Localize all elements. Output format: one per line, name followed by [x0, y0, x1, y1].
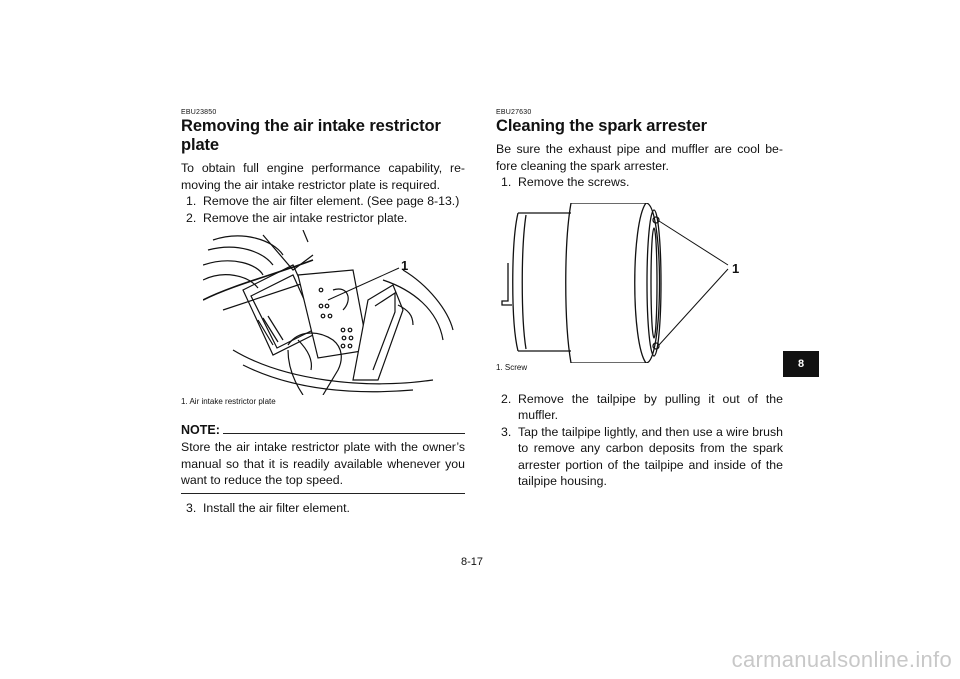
left-column: [181, 108, 465, 516]
figure-caption: 1. Air intake restrictor plate: [181, 397, 276, 406]
list-item: 2. Remove the air intake restrictor plate.: [186, 210, 408, 225]
air-intake-illustration: [203, 230, 463, 395]
note-text: Store the air intake restrictor plate with the owner’s manual so that it is readily available whenever you want to reduce the top speed.: [181, 440, 465, 487]
section-code: EBU27630: [496, 109, 532, 116]
watermark: carmanualsonline.info: [731, 647, 952, 672]
list-item: 2. Remove the tailpipe by pulling it out of the muffler.: [501, 391, 783, 422]
list-item: 1. Remove the screws.: [501, 175, 630, 189]
intro-paragraph: To obtain full engine performance capability, re-moving the air intake restrictor plate is required.: [181, 161, 465, 192]
figure-spark-arrester: [496, 203, 766, 363]
note-box: [181, 423, 465, 494]
list-item: 3. Tap the tailpipe lightly, and then use a wire brush to remove any carbon deposits from the spark arrester portion of the tailpipe and inside of the tailpipe housing.: [501, 424, 784, 488]
page-number: 8-17: [461, 556, 484, 568]
step-list: [496, 174, 783, 191]
note-title: NOTE:: [181, 423, 220, 437]
chapter-tab: 8: [783, 351, 819, 377]
figure-caption: 1. Screw: [496, 362, 528, 372]
step-list: [181, 193, 465, 226]
figure-air-intake: [203, 230, 463, 395]
section-code: EBU23850: [181, 109, 217, 116]
figure-callout-number: 1: [401, 258, 409, 273]
step-list: [181, 500, 465, 517]
section-title-spark-arrester: Cleaning the spark arrester: [496, 117, 707, 135]
list-item: 3. Install the air filter element.: [186, 500, 350, 515]
section-title-air-intake: Removing the air intake restrictor plate: [181, 117, 441, 154]
step-list: [496, 391, 783, 490]
figure-callout-number: 1: [732, 260, 740, 276]
right-column: [496, 108, 783, 490]
list-item: 1. Remove the air filter element. (See page 8-13.): [186, 194, 460, 208]
muffler-illustration: [496, 203, 766, 363]
intro-paragraph: Be sure the exhaust pipe and muffler are cool be-fore cleaning the spark arrester.: [496, 142, 783, 173]
